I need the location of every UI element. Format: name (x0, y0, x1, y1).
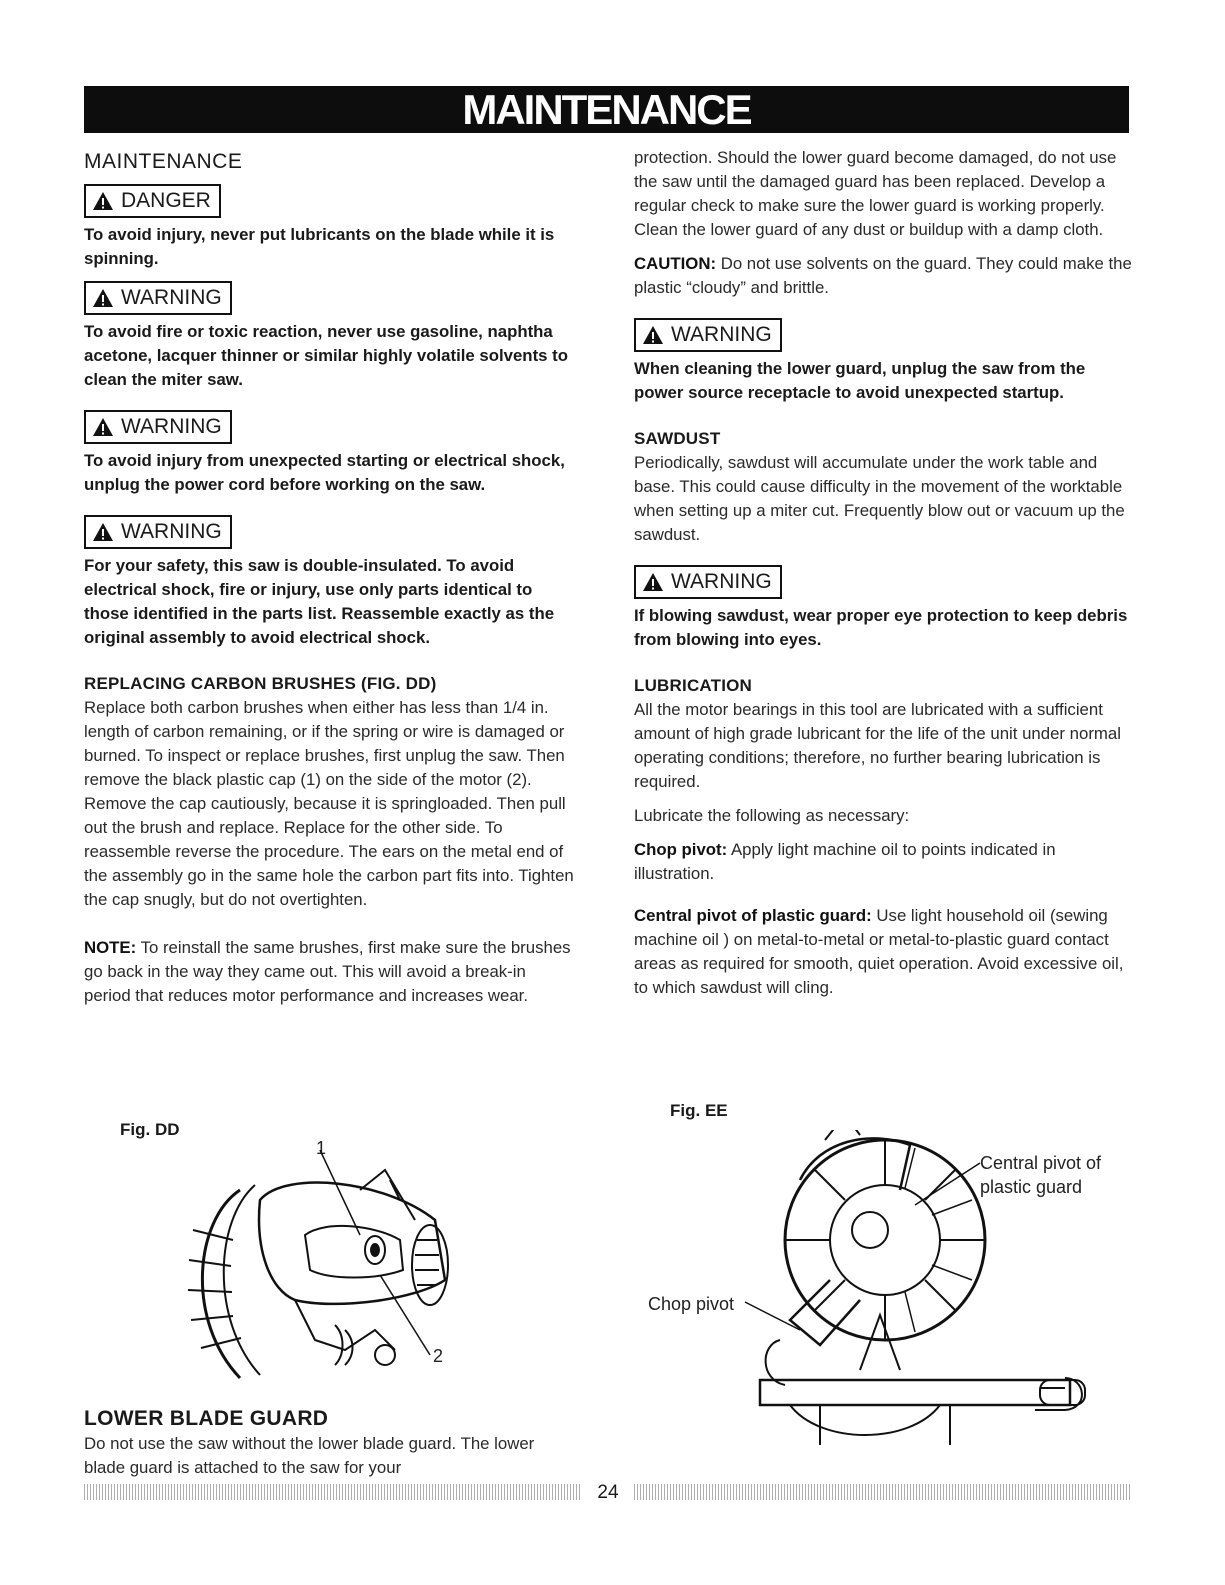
chop-pivot-paragraph (634, 838, 1134, 886)
central-pivot-label: Central pivot of plastic guard: (634, 906, 872, 925)
sawdust-text: Periodically, sawdust will accumulate under the work table and base. This could cause difficulty in the movement of the worktable when setting up a miter cut. Frequently blow out or vacuum up the sawdust. (634, 453, 1125, 544)
footer-stipple-left (84, 1484, 580, 1500)
miter-saw-illustration (740, 1130, 1100, 1465)
fig-ee-callout-chop: Chop pivot (648, 1294, 735, 1314)
fig-dd-callout-1: 1 (316, 1138, 327, 1158)
chop-pivot-text: Apply light machine oil to points indicated in illustration. (634, 840, 1056, 883)
left-column (84, 146, 576, 1008)
warning-label-5: WARNING (671, 570, 772, 593)
lubrication-intro: Lubricate the following as necessary: (634, 806, 910, 825)
warning-text-4: When cleaning the lower guard, unplug the saw from the power source receptacle to avoid unexpected startup. (634, 359, 1086, 402)
caution-paragraph (634, 252, 1134, 300)
chop-pivot-label: Chop pivot: (634, 840, 728, 859)
fig-ee-callout-central-line1: Central pivot of (980, 1153, 1102, 1173)
section-title-maintenance: MAINTENANCE (84, 150, 243, 173)
caution-text: Do not use solvents on the guard. They could make the plastic “cloudy” and brittle. (634, 254, 1132, 297)
warning-label-3: WARNING (121, 520, 222, 543)
page-number: 24 (597, 1482, 619, 1503)
warning-triangle-icon (642, 325, 664, 345)
warning-badge-1 (84, 281, 232, 315)
sawdust-heading: SAWDUST (634, 429, 721, 448)
caution-label: CAUTION: (634, 254, 717, 273)
note-label: NOTE: (84, 938, 137, 957)
lower-blade-guard-heading: LOWER BLADE GUARD (84, 1407, 329, 1430)
central-pivot-paragraph (634, 904, 1134, 1000)
carbon-brushes-heading: REPLACING CARBON BRUSHES (FIG. DD) (84, 674, 437, 693)
danger-text: To avoid injury, never put lubricants on the blade while it is spinning. (84, 225, 555, 268)
warning-text-1: To avoid fire or toxic reaction, never use gasoline, naphtha acetone, lacquer thinner or similar highly volatile solvents to clean the miter saw. (84, 322, 568, 389)
note-paragraph (84, 936, 576, 1008)
danger-badge (84, 184, 221, 218)
fig-dd-label: Fig. DD (120, 1120, 180, 1139)
warning-triangle-icon (642, 572, 664, 592)
fig-dd-callout-2: 2 (433, 1346, 444, 1366)
lubrication-text: All the motor bearings in this tool are lubricated with a sufficient amount of high grade lubricant for the life of the unit under normal operating conditions; therefore, no further bearing lubrication is required. (634, 700, 1121, 791)
fig-ee-label: Fig. EE (670, 1101, 728, 1120)
warning-triangle-icon (92, 417, 114, 437)
footer-stipple-right (634, 1484, 1130, 1500)
warning-triangle-icon (92, 522, 114, 542)
page-banner-title: MAINTENANCE (84, 86, 1129, 133)
warning-text-2: To avoid injury from unexpected starting or electrical shock, unplug the power cord before working on the saw. (84, 451, 565, 494)
note-text: To reinstall the same brushes, first make sure the brushes go back in the way they came out. This will avoid a break-in period that reduces motor performance and increases wear. (84, 938, 571, 1005)
warning-triangle-icon (92, 288, 114, 308)
carbon-brushes-text: Replace both carbon brushes when either has less than 1/4 in. length of carbon remaining, or if the spring or wire is damaged or burned. To inspect or replace brushes, first unplug the saw. Then remove the black plastic cap (1) on the side of the motor (2). Remove the cap cautiously, because it is springloaded. Then pull out the brush and replace. Replace for the other side. To reassemble reverse the procedure. The ears on the metal end of the assembly go in the same hole the carbon part fits into. Tighten the cap snugly, but do not overtighten. (84, 698, 574, 909)
danger-label: DANGER (121, 189, 211, 212)
guard-continued-text: protection. Should the lower guard become damaged, do not use the saw until the damaged guard has been replaced. Develop a regular check to make sure the lower guard is working properly. Clean the lower guard of any dust or buildup with a damp cloth. (634, 148, 1117, 239)
lower-blade-guard-text: Do not use the saw without the lower blade guard. The lower blade guard is attached to the saw for your (84, 1434, 535, 1477)
lubrication-heading: LUBRICATION (634, 676, 753, 695)
warning-text-5: If blowing sawdust, wear proper eye protection to keep debris from blowing into eyes. (634, 606, 1128, 649)
warning-text-3: For your safety, this saw is double-insulated. To avoid electrical shock, fire or injury, use only parts identical to those identified in the parts list. Reassemble exactly as the original assembly to avoid electrical shock. (84, 556, 555, 647)
warning-triangle-icon (92, 191, 114, 211)
central-pivot-text: Use light household oil (sewing machine oil ) on metal-to-metal or metal-to-plastic guard contact areas as required for smooth, quiet operation. Avoid excessive oil, to which sawdust will cling. (634, 906, 1124, 997)
warning-badge-4 (634, 318, 782, 352)
right-column (634, 146, 1134, 1000)
warning-label-4: WARNING (671, 323, 772, 346)
warning-label-1: WARNING (121, 286, 222, 309)
fig-ee-callout-central-line2: plastic guard (980, 1177, 1083, 1197)
warning-badge-5 (634, 565, 782, 599)
warning-badge-2 (84, 410, 232, 444)
warning-badge-3 (84, 515, 232, 549)
warning-label-2: WARNING (121, 415, 222, 438)
carbon-brush-motor-illustration (185, 1150, 460, 1390)
